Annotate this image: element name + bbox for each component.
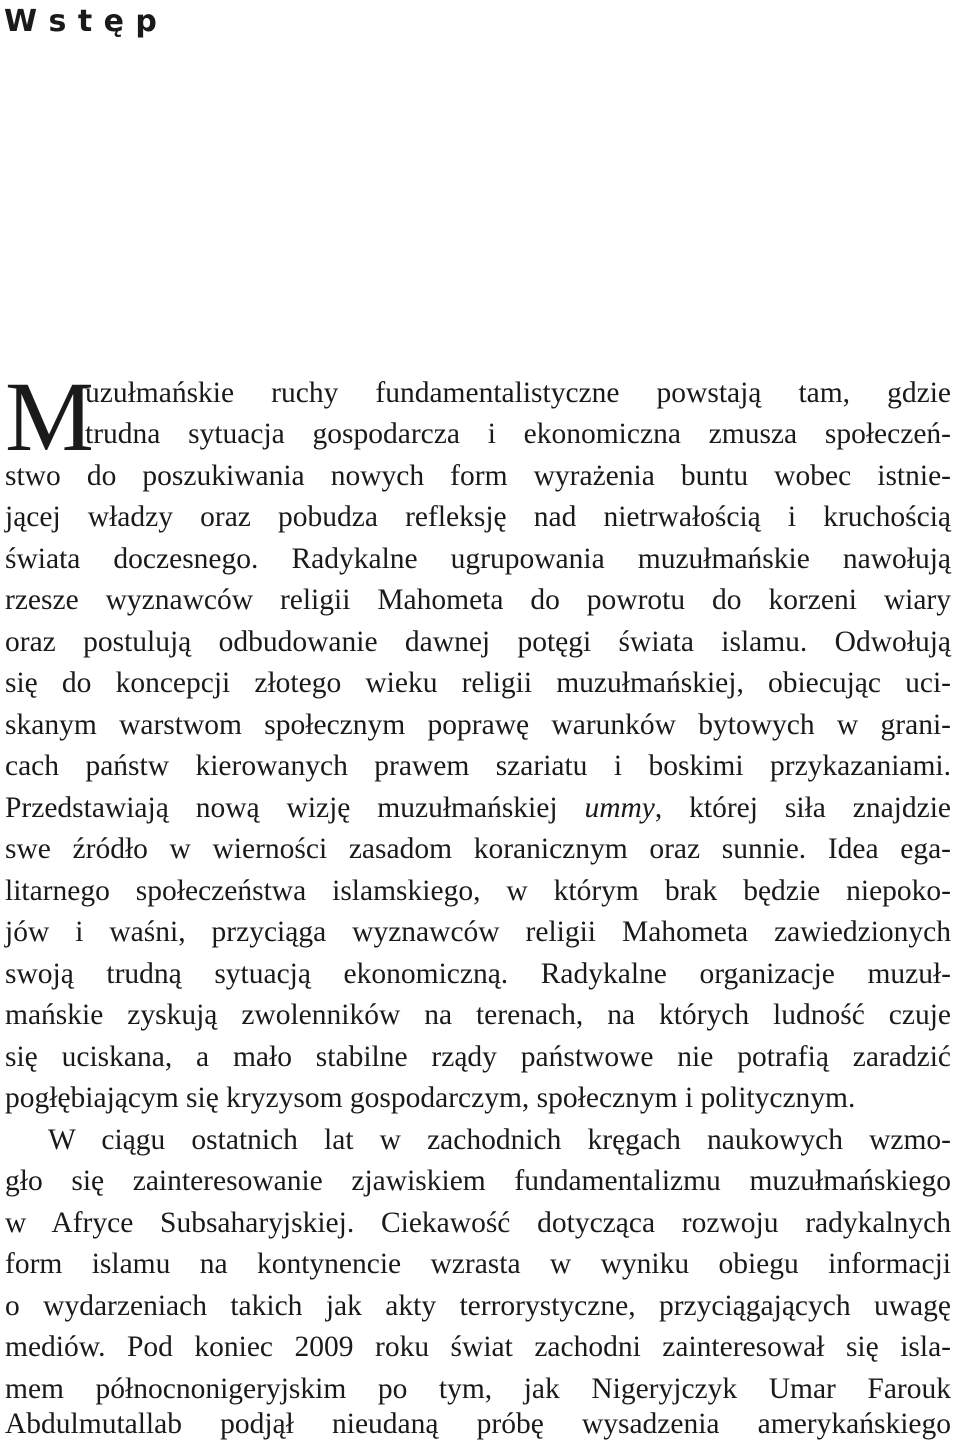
text-line: form islamu na kontynencie wzrasta w wyniku obiegu informacji (5, 1248, 951, 1280)
text-line: o wydarzeniach takich jak akty terrorystyczne, przyciągających uwagę (5, 1290, 951, 1322)
text-segment: , której siła znajdzie (654, 792, 951, 824)
text-line: w Afryce Subsaharyjskiej. Ciekawość dotycząca rozwoju radykalnych (5, 1207, 951, 1239)
text-line: mańskie zyskują zwolenników na terenach, na których ludność czuje (5, 999, 951, 1031)
text-line: trudna sytuacja gospodarcza i ekonomiczna zmusza społeczeń- (85, 418, 951, 450)
text-line: cach państw kierowanych prawem szariatu i boskimi przykazaniami. (5, 750, 951, 782)
text-line: pogłębiającym się kryzysom gospodarczym, społecznym i politycznym. (5, 1082, 856, 1114)
text-line: W ciągu ostatnich lat w zachodnich kręgach naukowych wzmo- (48, 1124, 951, 1156)
text-line: swe źródło w wierności zasadom koranicznym oraz sunnie. Idea ega- (5, 833, 951, 865)
text-line: oraz postulują odbudowanie dawnej potęgi świata islamu. Odwołują (5, 626, 951, 658)
text-segment: Przedstawiają nową wizję muzułmańskiej (5, 792, 585, 824)
text-line (5, 788, 951, 829)
italic-term: ummy (584, 792, 655, 824)
text-line: jów i waśni, przyciąga wyznawców religii Mahometa zawiedzionych (5, 916, 951, 948)
text-line: stwo do poszukiwania nowych form wyrażenia buntu wobec istnie- (5, 460, 951, 492)
chapter-heading: W s t ę p (4, 4, 158, 39)
text-line: swoją trudną sytuacją ekonomiczną. Radykalne organizacje muzuł- (5, 958, 951, 990)
text-line: świata doczesnego. Radykalne ugrupowania muzułmańskie nawołują (5, 543, 951, 575)
text-line: się do koncepcji złotego wieku religii muzułmańskiej, obiecując uci- (5, 667, 951, 699)
text-line: się uciskana, a mało stabilne rządy państwowe nie potrafią zaradzić (5, 1041, 951, 1073)
text-line: rzesze wyznawców religii Mahometa do powrotu do korzeni wiary (5, 584, 951, 616)
text-line: mem północnonigeryjskim po tym, jak Nigeryjczyk Umar Farouk (5, 1373, 951, 1405)
text-line: litarnego społeczeństwa islamskiego, w którym brak będzie niepoko- (5, 875, 951, 907)
text-line: mediów. Pod koniec 2009 roku świat zachodni zainteresował się isla- (5, 1331, 951, 1363)
text-line: jącej władzy oraz pobudza refleksję nad nietrwałością i kruchością (5, 501, 951, 533)
text-line: Abdulmutallab podjął nieudaną próbę wysadzenia amerykańskiego (5, 1408, 951, 1440)
text-line: skanym warstwom społecznym poprawę warunków bytowych w grani- (5, 709, 951, 741)
text-line: uzułmańskie ruchy fundamentalistyczne powstają tam, gdzie (85, 377, 951, 409)
drop-cap: M (5, 361, 94, 472)
text-line: gło się zainteresowanie zjawiskiem fundamentalizmu muzułmańskiego (5, 1165, 951, 1197)
